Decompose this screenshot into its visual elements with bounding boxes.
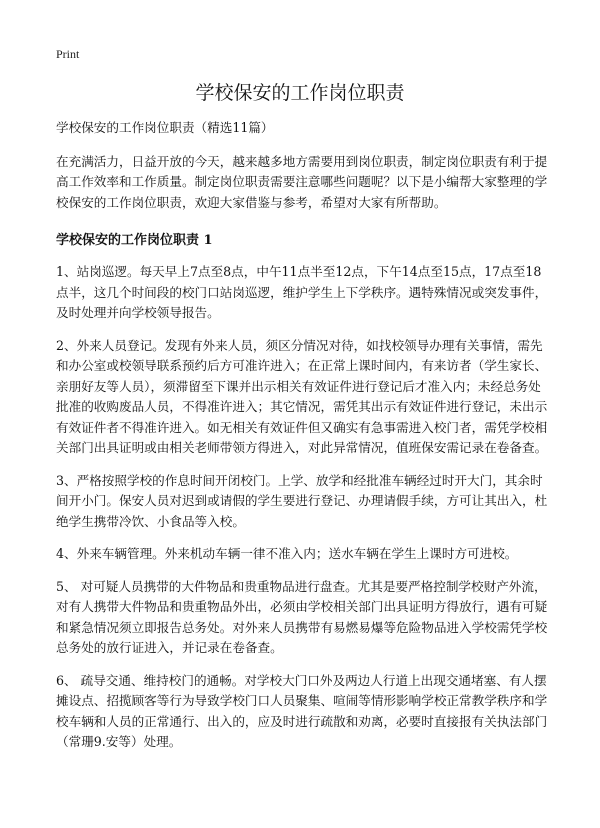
duty-item-5: 5、 对可疑人员携带的大件物品和贵重物品进行盘查。尤其是要严格控制学校财产外流，对有人携带大件物品和贵重物品外出，必须由学校相关部门出具证明方得放行，遇有可疑和紧急情况须立即报告总务处。对外来人员携带有易燃易爆等危险物品进入学校需凭学校总务处的放行证进入，并记录在卷备查。: [56, 578, 548, 655]
print-link[interactable]: Print: [56, 47, 80, 61]
section-heading: 学校保安的工作岗位职责 1: [56, 233, 213, 248]
intro-paragraph: 在充满活力，日益开放的今天，越来越多地方需要用到岗位职责，制定岗位职责有利于提高工作效率和工作质量。制定岗位职责需要注意哪些问题呢？以下是小编帮大家整理的学校保安的工作岗位职责，欢迎大家借鉴与参考，希望对大家有所帮助。: [56, 153, 548, 210]
document-title: 学校保安的工作岗位职责: [195, 82, 405, 104]
duty-item-2: 2、外来人员登记。发现有外来人员，须区分情况对待，如找校领导办理有关事情，需先和办公室或校领导联系预约后方可准许进入；在正常上课时间内，有来访者（学生家长、亲朋好友等人员），须滞留至下课并出示相关有效证件进行登记后才准入内；未经总务处批准的收购废品人员，不得准许进入；其它情况，需凭其出示有效证件进行登记，未出示有效证件者不得准许进入。如无相关有效证件但又确实有急事需进入校门者，需凭学校相关部门出具证明或由相关老师带领方得进入，对此异常情况，值班保安需记录在卷备查。: [56, 337, 548, 455]
duty-item-1: 1、站岗巡逻。每天早上7点至8点，中午11点半至12点，下午14点至15点，17点至18点半，这几个时间段的校门口站岗巡逻，维护学生上下学秩序。遇特殊情况或突发事件，及时处理并向学校领导报告。: [56, 264, 548, 320]
duty-item-4: 4、外来车辆管理。外来机动车辆一律不准入内；送水车辆在学生上课时方可进校。: [56, 546, 518, 561]
duty-item-3: 3、严格按照学校的作息时间开闭校门。上学、放学和经批准车辆经过时开大门，其余时间开小门。保安人员对迟到或请假的学生要进行登记、办理请假手续，方可让其出入，杜绝学生携带冷饮、小食品等入校。: [56, 472, 548, 529]
duty-item-6: 6、 疏导交通、维持校门的通畅。对学校大门口外及两边人行道上出现交通堵塞、有人摆摊设点、招揽顾客等行为导致学校门口人员聚集、喧闹等情形影响学校正常教学秩序和学校车辆和人员的正常通行、出入的，应及时进行疏散和劝离，必要时直接报有关执法部门（常珊9.安等）处理。: [56, 672, 548, 749]
document-body: [56, 118, 548, 765]
document-subtitle: 学校保安的工作岗位职责（精选11篇）: [56, 120, 274, 135]
